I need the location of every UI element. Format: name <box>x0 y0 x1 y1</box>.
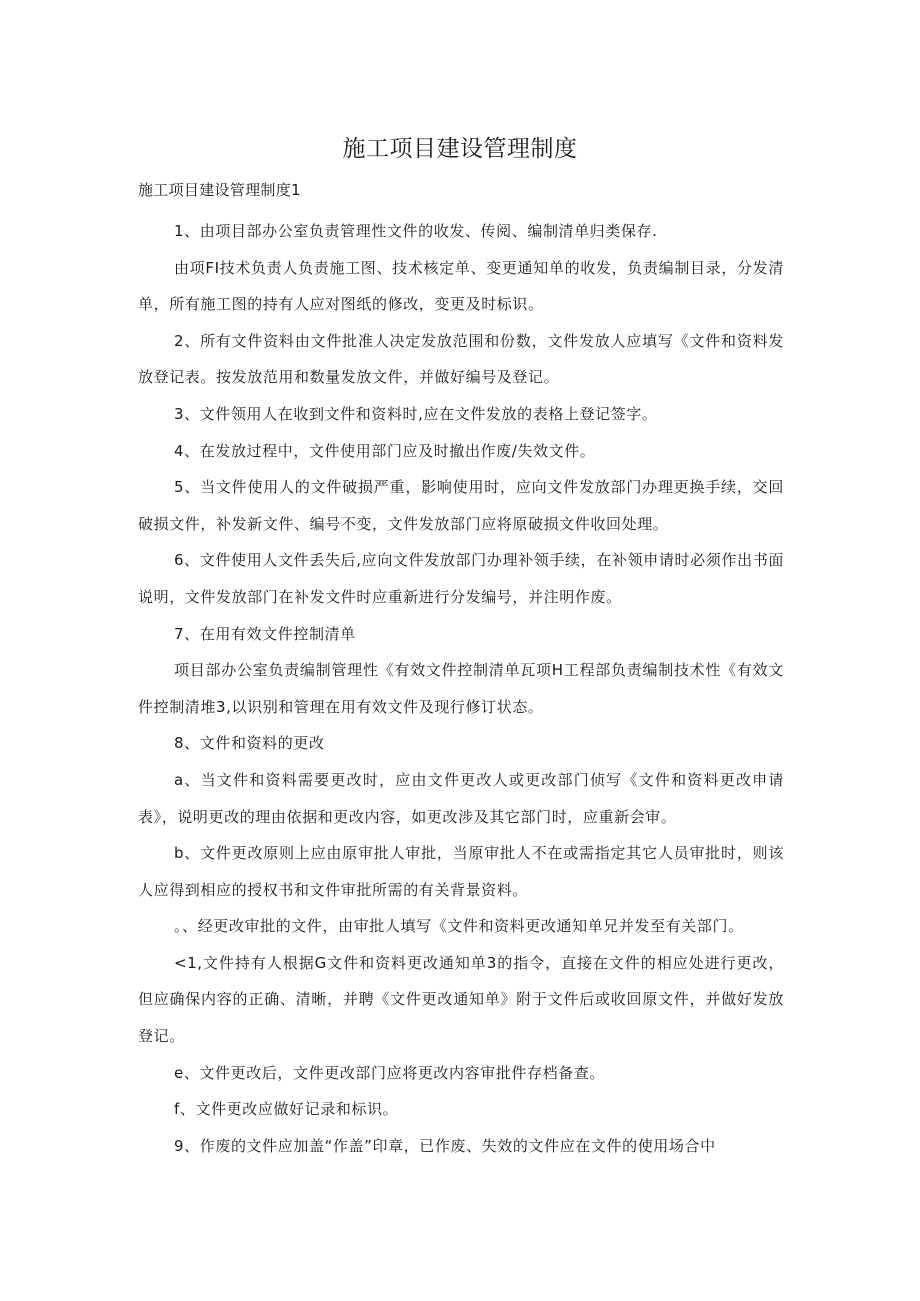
paragraph: f、文件更改应做好记录和标识。 <box>174 1100 399 1119</box>
paragraph: <1,文件持有人根据G文件和资料更改通知单3的指令，直接在文件的相应处进行更改，但应确保内容的正确、清晰，并聘《文件更改通知单》附于文件后或收回原文件，并做好发放登记。 <box>138 953 784 1046</box>
paragraph: a、当文件和资料需要更改时，应由文件更改人或更改部门侦写《文件和资料更改申请表》，说明更改的理由依据和更改内容，如更改涉及其它部门时，应重新会审。 <box>138 770 784 826</box>
paragraph: 7、在用有效文件控制清单 <box>174 624 356 643</box>
paragraph: 项目部办公室负责编制管理性《有效文件控制清单瓦项H工程部负责编制技术性《有效文件控制清堆3,以识别和管理在用有效文件及现行修订状态。 <box>138 661 784 716</box>
paragraph: 3、文件领用人在收到文件和资料时,应在文件发放的表格上登记签字。 <box>174 404 658 423</box>
paragraph: 2、所有文件资料由文件批准人决定发放范围和份数，文件发放人应填写《文件和资料发放登记表。按发放范用和数量发放文件，并做好编号及登记。 <box>138 331 784 387</box>
paragraph: 5、当文件使用人的文件破损严重，影响使用时，应向文件发放部门办理更换手续，交回破损文件，补发新文件、编号不变，文件发放部门应将原破损文件收回处理。 <box>138 478 784 533</box>
paragraph: 6、文件使用人文件丢失后,应向文件发放部门办理补领手续，在补领申请时必须作出书面说明，文件发放部门在补发文件时应重新进行分发编号，并注明作废。 <box>138 551 784 606</box>
paragraph: 1、由项目部办公室负责管理性文件的收发、传阅、编制清单归类保存. <box>174 222 658 240</box>
paragraph: 9、作废的文件应加盖“作盖”印章，已作废、失效的文件应在文件的使用场合中 <box>174 1136 716 1155</box>
paragraph: 8、文件和资料的更改 <box>174 734 325 753</box>
paragraph: 由项FI技术负责人负责施工图、技术核定单、变更通知单的收发，负责编制目录，分发清单，所有施工图的持有人应对图纸的修改，变更及时标识。 <box>138 258 784 314</box>
document-body <box>138 213 784 1164</box>
paragraph: e、文件更改后，文件更改部门应将更改内容审批件存档备查。 <box>174 1063 606 1082</box>
paragraph: 。、经更改审批的文件，由审批人填写《文件和资料更改通知单兄并发至有关部门。 <box>174 917 744 936</box>
document-title: 施工项目建设管理制度 <box>342 136 578 162</box>
document-subtitle: 施工项目建设管理制度1 <box>138 181 301 199</box>
paragraph: 4、在发放过程中，文件使用部门应及时撤出作废/失效文件。 <box>174 441 596 460</box>
paragraph: b、文件更改原则上应由原审批人审批，当原审批人不在或需指定其它人员审批时，则该人应得到相应的授权书和文件审批所需的有关背景资料。 <box>138 844 784 899</box>
